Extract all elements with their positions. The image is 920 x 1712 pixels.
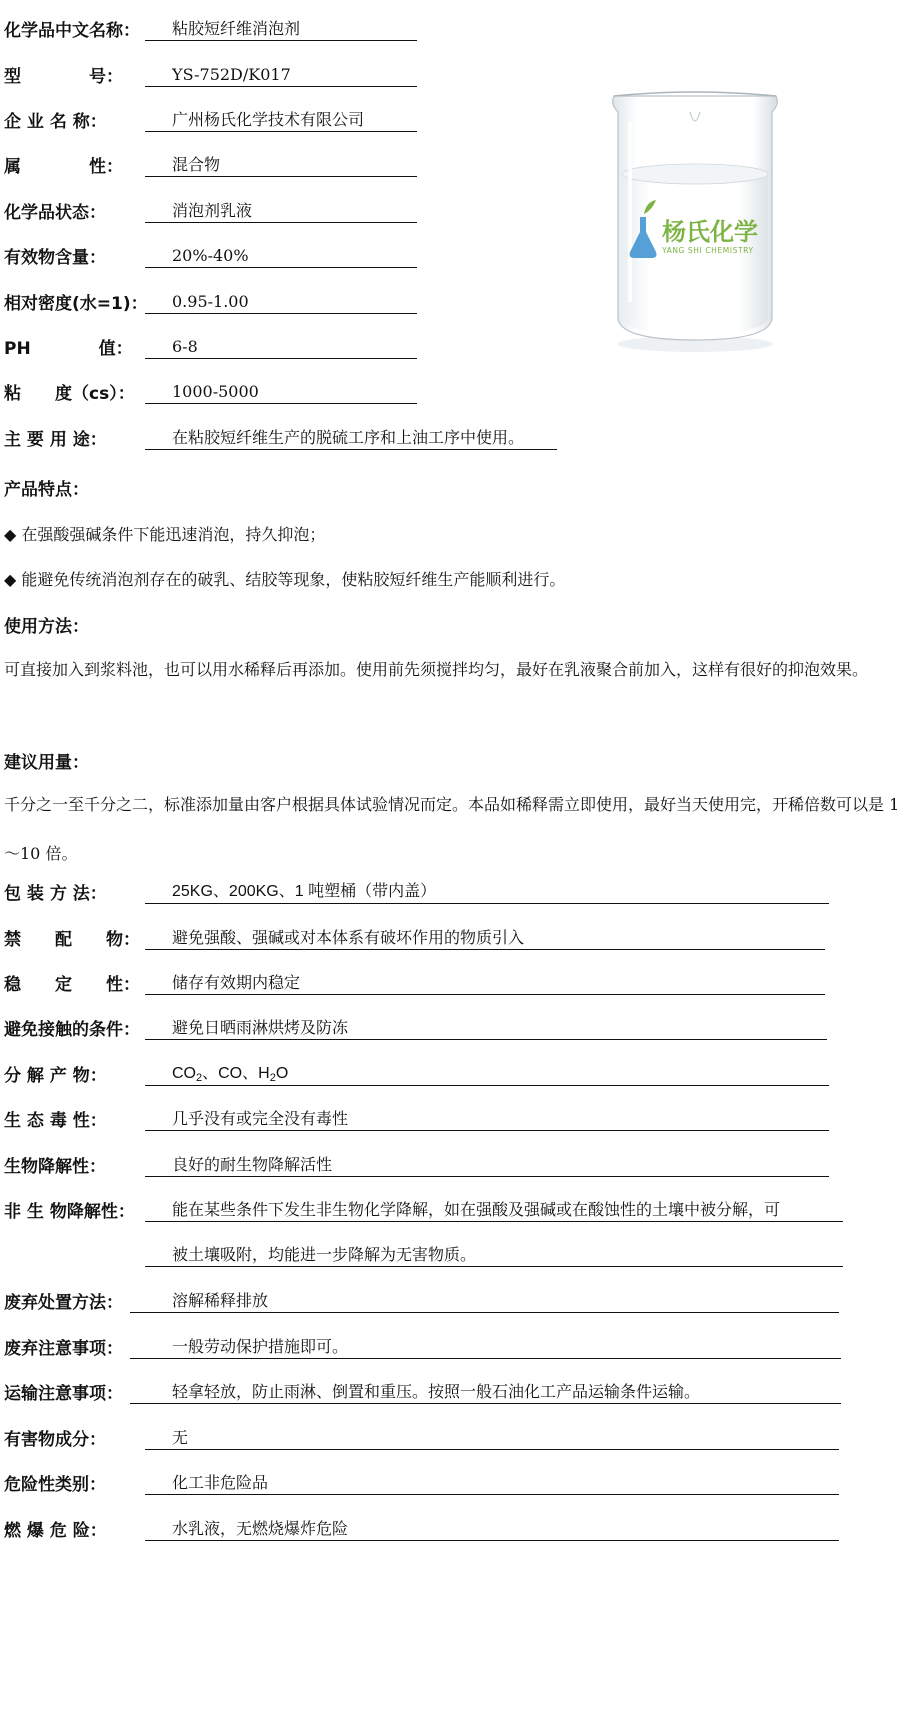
spec-row	[4, 12, 140, 42]
field-label: 属 性：	[4, 157, 123, 177]
spec-value: 溶解稀释排放	[130, 1290, 839, 1313]
field-label: 企 业 名 称：	[4, 112, 107, 132]
field-label: 废弃注意事项：	[4, 1339, 123, 1359]
field-label: 化学品中文名称：	[4, 21, 140, 41]
spec-row	[4, 239, 106, 269]
field-label: 粘 度（cs）：	[4, 384, 135, 404]
spec-row	[4, 375, 135, 405]
dosage-text: 千分之一至千分之二，标准添加量由客户根据具体试验情况而定。本品如稀释需立即使用，最好当天使用完，开稀倍数可以是 1～10 倍。	[4, 795, 900, 863]
spec-value: 能在某些条件下发生非生物化学降解，如在强酸及强碱或在酸蚀性的土壤中被分解，可	[145, 1199, 843, 1222]
spec-value: 20%-40%	[145, 245, 417, 268]
spec-row	[4, 875, 107, 905]
features-heading: 产品特点：	[4, 480, 89, 500]
spec-row	[4, 148, 123, 178]
field-label: 分 解 产 物：	[4, 1066, 107, 1086]
spec-row	[4, 421, 107, 451]
field-label: 生物降解性：	[4, 1157, 106, 1177]
logo-name: 杨氏化学	[662, 218, 758, 246]
spec-value: 混合物	[145, 154, 417, 177]
spec-value: 25KG、200KG、1 吨塑桶（带内盖）	[145, 881, 829, 904]
usage-heading: 使用方法：	[4, 617, 89, 637]
spec-value: 广州杨氏化学技术有限公司	[145, 109, 417, 132]
field-label: 生 态 毒 性：	[4, 1111, 107, 1131]
spec-row	[4, 1421, 106, 1451]
spec-row	[4, 1193, 135, 1223]
spec-value: 一般劳动保护措施即可。	[130, 1336, 841, 1359]
spec-value: 0.95-1.00	[145, 291, 417, 314]
spec-value: 避免强酸、强碱或对本体系有破坏作用的物质引入	[145, 927, 825, 950]
spec-row	[4, 1466, 106, 1496]
field-label: 型 号：	[4, 67, 123, 87]
spec-row	[4, 58, 123, 88]
field-label: 相对密度(水=1)：	[4, 294, 148, 314]
dosage-heading: 建议用量：	[4, 753, 89, 773]
field-label: 禁 配 物：	[4, 930, 140, 950]
spec-value: 几乎没有或完全没有毒性	[145, 1108, 829, 1131]
spec-row	[4, 285, 148, 315]
spec-value: 无	[145, 1427, 839, 1450]
spec-row	[4, 1512, 107, 1542]
feature-item: ◆ 在强酸强碱条件下能迅速消泡，持久抑泡；	[4, 525, 326, 544]
feature-item: ◆ 能避免传统消泡剂存在的破乳、结胶等现象，使粘胶短纤维生产能顺利进行。	[4, 570, 566, 589]
field-label: 有害物成分：	[4, 1430, 106, 1450]
usage-text: 可直接加入到浆料池，也可以用水稀释后再添加。使用前先须搅拌均匀，最好在乳液聚合前加入，这样有很好的抑泡效果。	[4, 660, 869, 679]
spec-value: 化工非危险品	[145, 1472, 839, 1495]
spec-row	[4, 1375, 123, 1405]
logo-subtitle: YANG SHI CHEMISTRY	[662, 246, 754, 255]
field-label: 避免接触的条件：	[4, 1020, 140, 1040]
spec-value: 消泡剂乳液	[145, 200, 417, 223]
field-label: 燃 爆 危 险：	[4, 1521, 107, 1541]
decomposition-value: $CO_2$、CO、$H_2O$	[145, 1063, 829, 1086]
spec-row	[4, 330, 133, 360]
spec-row	[4, 1148, 106, 1178]
spec-row	[4, 1011, 140, 1041]
field-label: 稳 定 性：	[4, 975, 140, 995]
spec-value: YS-752D/K017	[145, 64, 417, 87]
field-label: 运输注意事项：	[4, 1384, 123, 1404]
field-label: 非 生 物降解性：	[4, 1202, 135, 1222]
field-label: 主 要 用 途：	[4, 430, 107, 450]
spec-row	[4, 1284, 123, 1314]
spec-value: 储存有效期内稳定	[145, 972, 825, 995]
spec-row	[4, 921, 140, 951]
spec-row	[4, 103, 107, 133]
spec-row	[4, 1102, 107, 1132]
spec-value: 水乳液，无燃烧爆炸危险	[145, 1518, 839, 1541]
field-label: 危险性类别：	[4, 1475, 106, 1495]
spec-value: 在粘胶短纤维生产的脱硫工序和上油工序中使用。	[145, 427, 557, 450]
spec-value: 被土壤吸附，均能进一步降解为无害物质。	[145, 1244, 843, 1267]
product-beaker-image	[600, 82, 790, 362]
spec-value: 6-8	[145, 336, 417, 359]
field-label: 有效物含量：	[4, 248, 106, 268]
spec-row	[4, 966, 140, 996]
spec-value: 良好的耐生物降解活性	[145, 1154, 829, 1177]
spec-value: 避免日晒雨淋烘烤及防冻	[145, 1017, 827, 1040]
spec-value: 粘胶短纤维消泡剂	[145, 18, 417, 41]
spec-value: 1000-5000	[145, 381, 417, 404]
spec-value: 轻拿轻放，防止雨淋、倒置和重压。按照一般石油化工产品运输条件运输。	[130, 1381, 841, 1404]
field-label: 化学品状态：	[4, 203, 106, 223]
field-label: 包 装 方 法：	[4, 884, 107, 904]
spec-row	[4, 1057, 107, 1087]
spec-row	[4, 1330, 123, 1360]
spec-row	[4, 194, 106, 224]
field-label: 废弃处置方法：	[4, 1293, 123, 1313]
field-label: PH 值：	[4, 339, 133, 359]
